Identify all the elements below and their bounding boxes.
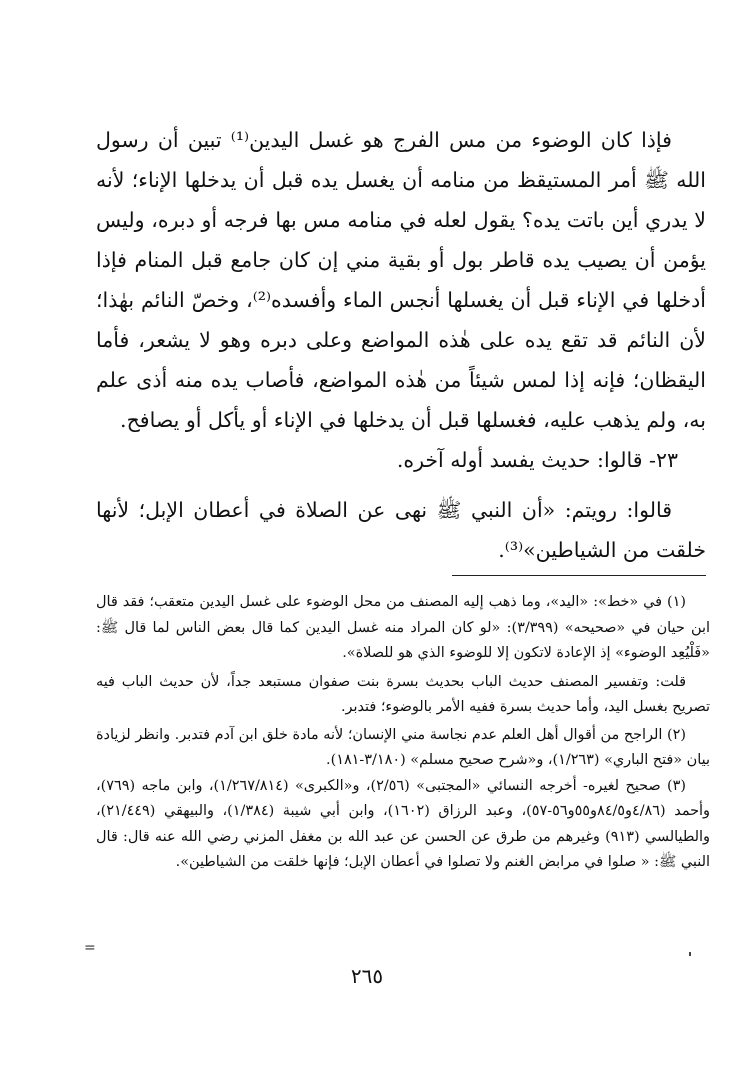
- page-number: ٢٦٥: [350, 964, 384, 988]
- footnotes: [96, 590, 710, 876]
- body-paragraph-1: فإذا كان الوضوء من مس الفرج هو غسل اليدين⁽¹⁾ تبين أن رسول الله ﷺ أمر المستيقظ من منامه أن يغسل يده قبل أن يدخلها الإناء؛ لأنه لا يدري أين باتت يده؟ يقول لعله في منامه مس بها فرجه أو دبره، وليس يؤمن أن يصيب يده قاطر بول أو بقية مني إن كان جامع قبل المنام فإذا أدخلها في الإناء قبل أن يغسلها أنجس الماء وأفسده⁽²⁾، وخصّ النائم بهٰذا؛ لأن النائم قد تقع يده على هٰذه المواضع وعلى دبره وهو لا يشعر، فأما اليقظان؛ فإنه إذا لمس شيئاً من هٰذه المواضع، فأصاب يده منه أذى علم به، ولم يذهب عليه، فغسلها قبل أن يدخلها في الإناء أو يأكل أو يصافح.: [96, 128, 706, 432]
- margin-mark: =: [84, 940, 96, 956]
- main-text: [96, 120, 706, 570]
- footnote-1: (١) في «خط»: «اليد»، وما ذهب إليه المصنف من محل الوضوء على غسل اليدين متعقب؛ فقد قال ابن حيان في «صحيحه» (٣/٣٩٩): «لو كان المراد منه غسل اليدين كما قال بعض الناس لما قال ﷺ: «فَلْيُعِد الوضوء» إذ الإعادة لاتكون إلا للوضوء الذي هو للصلاة».: [96, 594, 710, 661]
- footnote-separator: [452, 575, 706, 576]
- footnote-3: (٣) صحيح لغيره- أخرجه النسائي «المجتبى» (٢/٥٦)، و«الكبرى» (١/٢٦٧/٨١٤)، وابن ماجه (٧٦٩)، وأحمد (٤/٨٦و٨٤/٥و٥٥و٥٦-٥٧)، وعبد الرزاق (١٦٠٢)، وابن أبي شيبة (١/٣٨٤)، والبيهقي (٢١/٤٤٩)، والطيالسي (٩١٣) وغيرهم من طرق عن الحسن عن عبد الله بن مغفل المزني رضي الله عنه قال: قال النبي ﷺ: « صلوا في مرابض الغنم ولا تصلوا في أعطان الإبل؛ فإنها خلقت من الشياطين».: [96, 777, 710, 870]
- margin-dot: [689, 952, 691, 956]
- footnote-2: (٢) الراجح من أقوال أهل العلم عدم نجاسة مني الإنسان؛ لأنه مادة خلق ابن آدم فتدبر. وانظر لزيادة بيان «فتح الباري» (١/٢٦٣)، و«شرح صحيح مسلم» (٣/١٨٠-١٨١).: [96, 726, 710, 768]
- item-23-heading: ٢٣- قالوا: حديث يفسد أوله آخره.: [396, 448, 678, 472]
- body-paragraph-2: قالوا: رويتم: «أن النبي ﷺ نهى عن الصلاة في أعطان الإبل؛ لأنها خلقت من الشياطين»⁽³⁾.: [96, 498, 706, 562]
- footnote-1-comment: قلت: وتفسير المصنف حديث الباب بحديث بسرة بنت صفوان مستبعد جداً، لأن حديث الباب فيه تصريح بغسل اليد، وأما حديث بسرة ففيه الأمر بالوضوء؛ فتدبر.: [96, 673, 710, 715]
